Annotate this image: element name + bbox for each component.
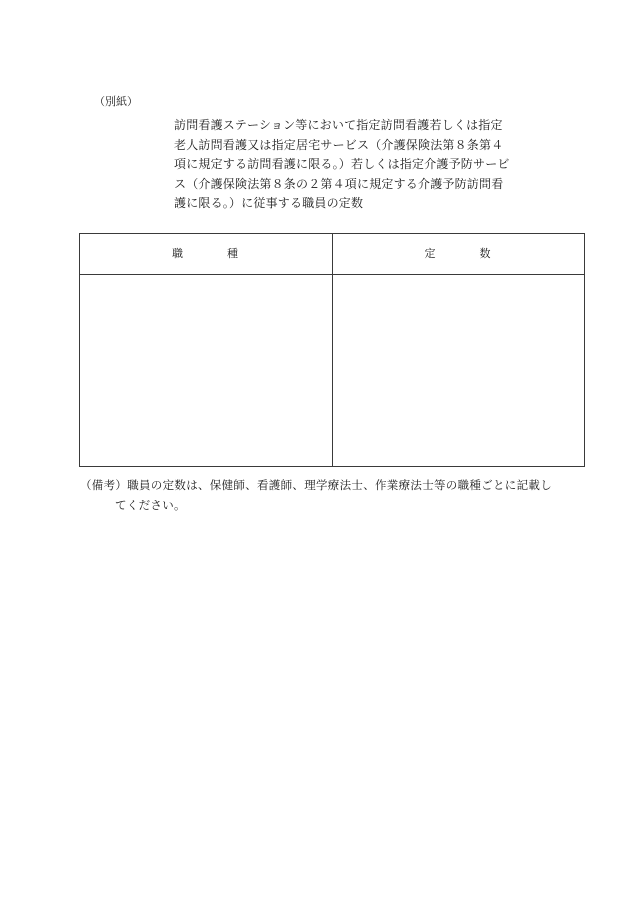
header-fixed-number-char: 数 bbox=[479, 247, 493, 260]
heading-line: ス（介護保険法第８条の２第４項に規定する介護予防訪問看 bbox=[174, 176, 504, 191]
fixed-number-cell bbox=[333, 275, 584, 466]
staff-count-table bbox=[79, 233, 585, 467]
document-heading bbox=[174, 116, 510, 214]
attachment-label: （別紙） bbox=[94, 95, 138, 108]
heading-line: 訪問看護ステーション等において指定訪問看護若しくは指定 bbox=[174, 118, 503, 132]
remarks-line: てください。 bbox=[115, 497, 186, 512]
header-job-type-char: 種 bbox=[227, 247, 240, 260]
header-job-type bbox=[80, 234, 332, 274]
heading-line: 老人訪問看護又は指定居宅サービス（介護保険法第８条第４ bbox=[174, 137, 504, 152]
remarks-note bbox=[80, 476, 570, 515]
header-fixed-number bbox=[333, 234, 584, 274]
remarks-line: （備考）職員の定数は、保健師、看護師、理学療法士、作業療法士等の職種ごとに記載し bbox=[80, 478, 552, 492]
job-type-cell bbox=[80, 275, 332, 466]
header-job-type-char: 職 bbox=[172, 247, 185, 260]
header-fixed-number-char: 定 bbox=[424, 247, 438, 260]
heading-line: 護に限る。）に従事する職員の定数 bbox=[174, 196, 364, 210]
heading-line: 項に規定する訪問看護に限る。）若しくは指定介護予防サービ bbox=[174, 157, 510, 171]
